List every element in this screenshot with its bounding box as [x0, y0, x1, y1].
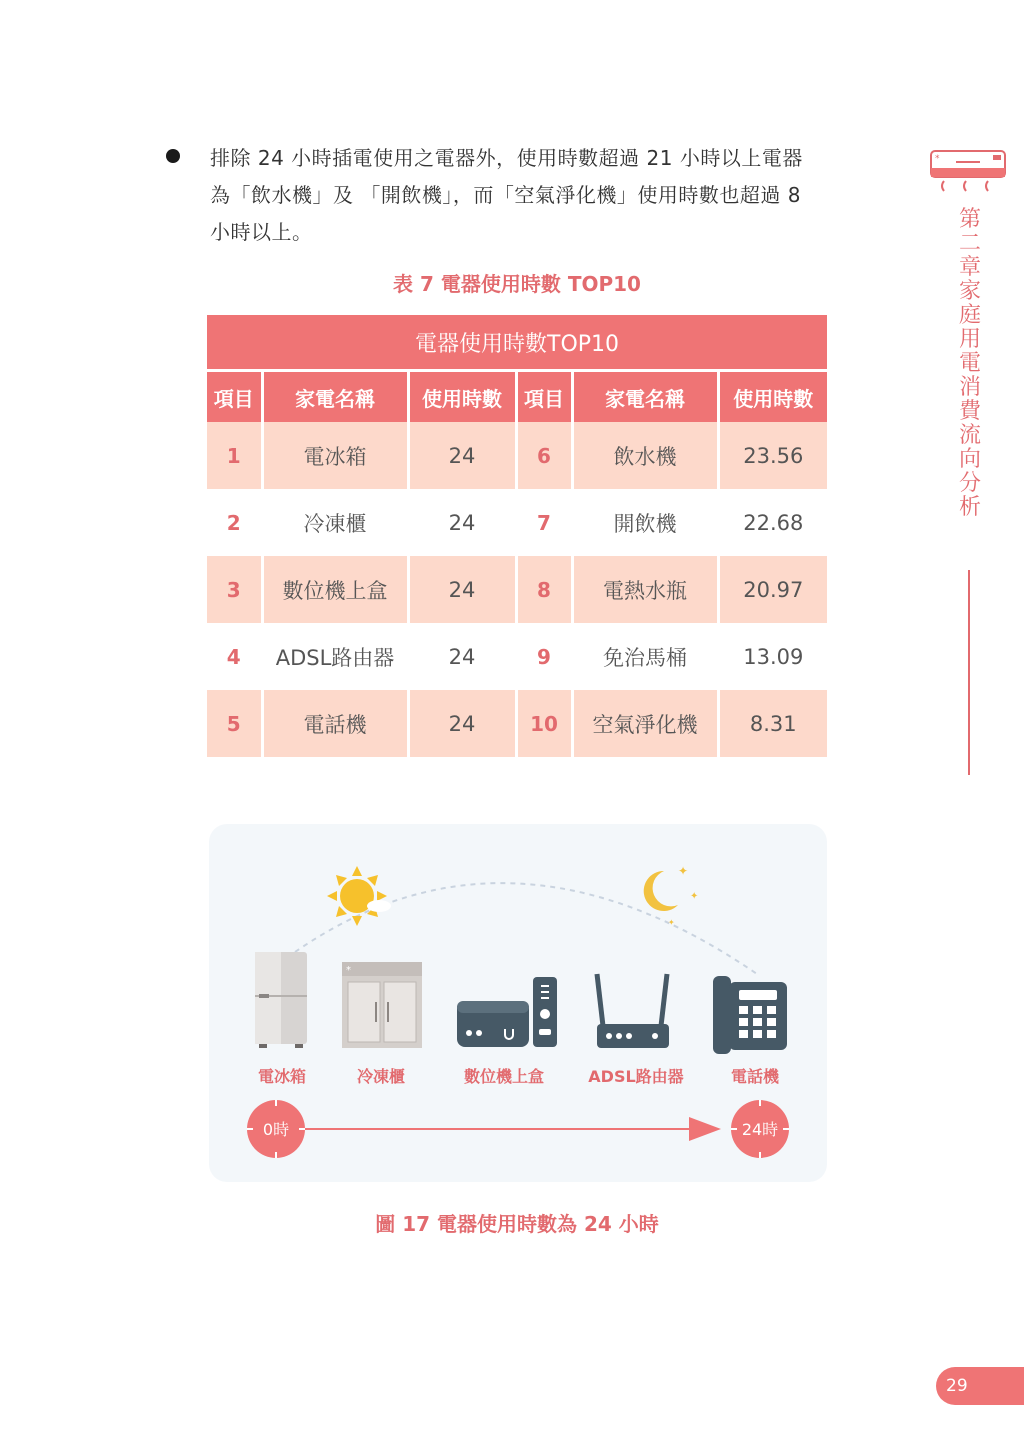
sun-icon: [327, 866, 391, 926]
table-row: [207, 489, 827, 556]
figure-panel: [209, 824, 827, 1182]
hours-cell: 24: [408, 422, 516, 489]
top10-table: [207, 315, 827, 757]
figure-illustration: [209, 824, 827, 1182]
end-clock-icon: [731, 1100, 789, 1158]
header-hours: 使用時數: [408, 371, 516, 423]
appliance-cell: 空氣淨化機: [572, 690, 718, 757]
table-title: 電器使用時數TOP10: [207, 315, 827, 371]
svg-text:*: *: [935, 154, 940, 164]
rank-cell: 9: [516, 623, 572, 690]
rank-cell: 10: [516, 690, 572, 757]
appliance-cell: 冷凍櫃: [262, 489, 408, 556]
appliance-label: 電話機: [730, 1067, 780, 1086]
figure-caption: 圖 17 電器使用時數為 24 小時: [375, 1212, 659, 1236]
table-caption: 表 7 電器使用時數 TOP10: [393, 272, 641, 296]
header-hours: 使用時數: [718, 371, 827, 423]
hours-cell: 24: [408, 623, 516, 690]
appliance-label: ADSL路由器: [588, 1067, 684, 1086]
table-row: [207, 556, 827, 623]
rank-cell: 6: [516, 422, 572, 489]
rank-cell: 4: [207, 623, 262, 690]
table-row: [207, 690, 827, 757]
appliance-cell: 電冰箱: [262, 422, 408, 489]
appliance-label: 冷凍櫃: [356, 1067, 406, 1086]
start-time-label: 0時: [262, 1120, 290, 1139]
hours-cell: 22.68: [718, 489, 827, 556]
appliance-cell: 數位機上盒: [262, 556, 408, 623]
table-row: [207, 623, 827, 690]
header-item: 項目: [207, 371, 262, 423]
appliance-cell: 免治馬桶: [572, 623, 718, 690]
hours-cell: 13.09: [718, 623, 827, 690]
hours-cell: 24: [408, 556, 516, 623]
hours-cell: 23.56: [718, 422, 827, 489]
svg-text:✦: ✦: [668, 918, 675, 927]
svg-text:*: *: [346, 965, 351, 976]
start-clock-icon: [247, 1100, 305, 1158]
svg-text:✦: ✦: [644, 888, 651, 897]
svg-text:✦: ✦: [690, 891, 699, 902]
appliance-label: 數位機上盒: [463, 1067, 545, 1086]
set-top-box-icon: [457, 977, 557, 1047]
hours-cell: 24: [408, 690, 516, 757]
telephone-icon: [713, 976, 787, 1054]
end-time-label: 24時: [741, 1120, 779, 1139]
appliance-cell: 開飲機: [572, 489, 718, 556]
rank-cell: 2: [207, 489, 262, 556]
hours-cell: 8.31: [718, 690, 827, 757]
appliance-cell: ADSL路由器: [262, 623, 408, 690]
bullet-dot: [166, 149, 180, 163]
rank-cell: 5: [207, 690, 262, 757]
freezer-icon: [342, 962, 422, 1048]
table-row: [207, 422, 827, 489]
side-chapter-title: 第二章 家庭用電消費流向分析: [958, 207, 981, 520]
hours-cell: 24: [408, 489, 516, 556]
appliance-cell: 電話機: [262, 690, 408, 757]
rank-cell: 7: [516, 489, 572, 556]
svg-text:✦: ✦: [678, 864, 689, 878]
header-appliance: 家電名稱: [572, 371, 718, 423]
header-item: 項目: [516, 371, 572, 423]
body-paragraph: 排除 24 小時插電使用之電器外，使用時數超過 21 小時以上電器為「飲水機」及 「開飲機」，而「空氣淨化機」使用時數也超過 8 小時以上。: [210, 146, 803, 244]
rank-cell: 3: [207, 556, 262, 623]
refrigerator-icon: [255, 952, 307, 1048]
air-conditioner-icon: [930, 150, 1008, 196]
rank-cell: 8: [516, 556, 572, 623]
side-divider: [968, 570, 970, 775]
page-number: 29: [946, 1376, 968, 1396]
header-appliance: 家電名稱: [262, 371, 408, 423]
router-icon: [597, 974, 669, 1048]
appliance-cell: 飲水機: [572, 422, 718, 489]
rank-cell: 1: [207, 422, 262, 489]
appliance-cell: 電熱水瓶: [572, 556, 718, 623]
appliance-label: 電冰箱: [257, 1067, 307, 1086]
arrow-head: [689, 1117, 721, 1141]
hours-cell: 20.97: [718, 556, 827, 623]
moon-icon: [644, 864, 699, 927]
